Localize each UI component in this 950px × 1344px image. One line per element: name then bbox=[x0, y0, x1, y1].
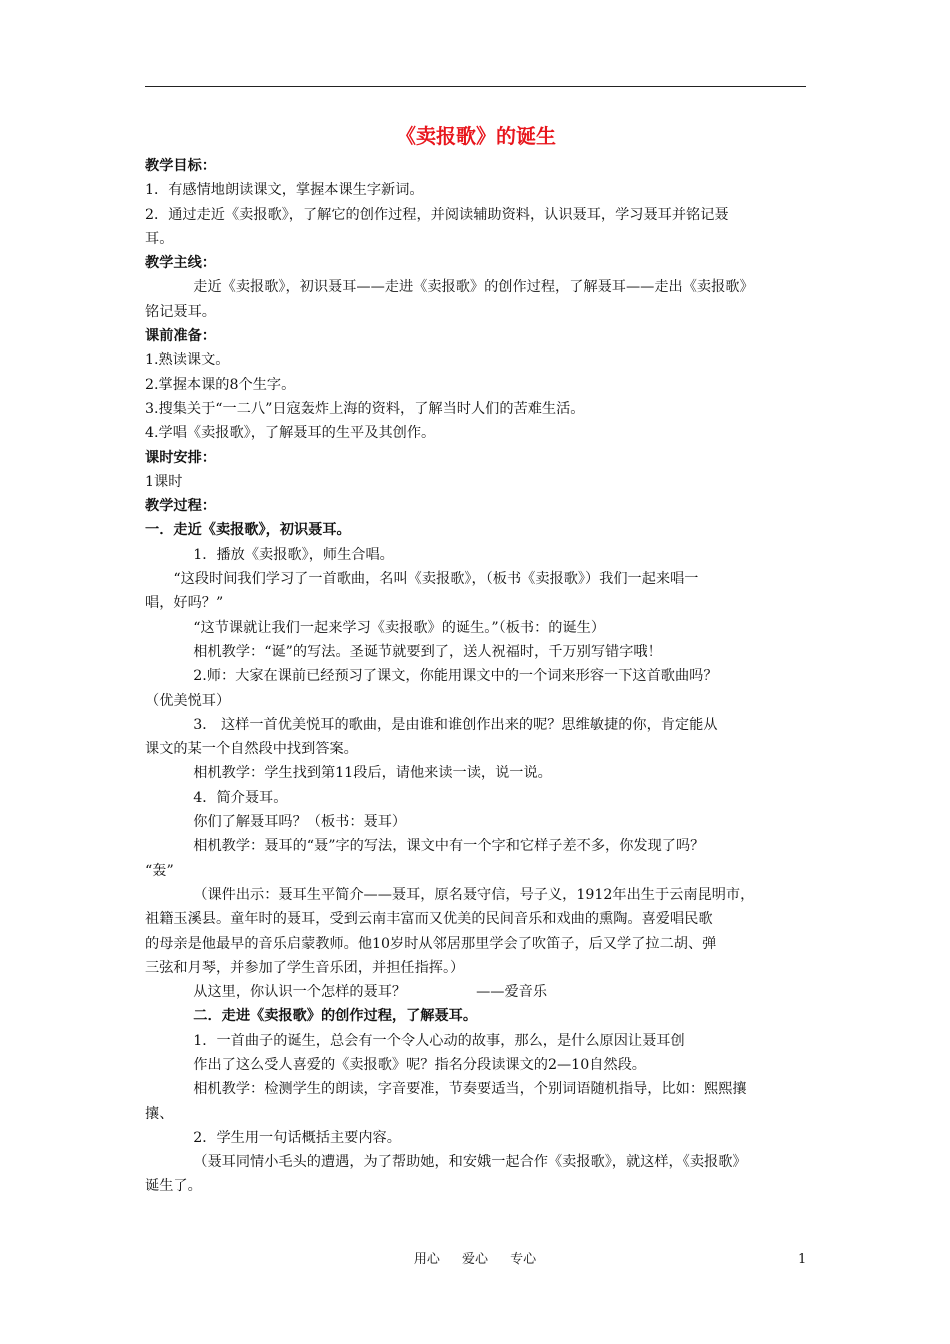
section-2-line: （聂耳同情小毛头的遭遇，为了帮助她，和安娥一起合作《卖报歌》，就这样，《卖报歌》 bbox=[193, 1154, 747, 1171]
prep-line: 1.熟读课文。 bbox=[145, 352, 230, 369]
section-1-line: 的母亲是他最早的音乐启蒙教师。他10岁时从邻居那里学会了吹笛子，后又学了拉二胡、弹 bbox=[145, 935, 717, 952]
goal-line: 1．有感情地朗读课文，掌握本课生字新词。 bbox=[145, 182, 424, 199]
document-body bbox=[145, 120, 807, 1199]
page-number: 1 bbox=[798, 1252, 807, 1267]
footer-word: 用心 bbox=[413, 1252, 440, 1267]
heading-schedule: 课时安排： bbox=[145, 449, 216, 466]
heading-mainline: 教学主线： bbox=[145, 255, 216, 272]
prep-line: 4.学唱《卖报歌》，了解聂耳的生平及其创作。 bbox=[145, 425, 436, 442]
section-1-question: 从这里，你认识一个怎样的聂耳？ bbox=[193, 984, 407, 1001]
heading-process: 教学过程： bbox=[145, 498, 216, 515]
section-2-line: 作出了这么受人喜爱的《卖报歌》呢？指名分段读课文的2—10自然段。 bbox=[193, 1056, 646, 1073]
section-1-line: “轰” bbox=[145, 862, 174, 879]
section-1-line: 4．简介聂耳。 bbox=[193, 789, 288, 806]
section-1-line: 祖籍玉溪县。童年时的聂耳，受到云南丰富而又优美的民间音乐和戏曲的熏陶。喜爱唱民歌 bbox=[145, 911, 713, 928]
section-2-line: 攘、 bbox=[145, 1105, 174, 1122]
schedule-line: 1课时 bbox=[145, 473, 183, 490]
mainline-line: 铭记聂耳。 bbox=[145, 303, 216, 320]
prep-line: 3.搜集关于“一二八”日寇轰炸上海的资料，了解当时人们的苦难生活。 bbox=[145, 400, 585, 417]
section-2-line: 2．学生用一句话概括主要内容。 bbox=[193, 1129, 401, 1146]
prep-line: 2.掌握本课的8个生字。 bbox=[145, 376, 296, 393]
mainline-line: 走近《卖报歌》，初识聂耳——走进《卖报歌》的创作过程，了解聂耳——走出《卖报歌》 bbox=[193, 279, 754, 296]
footer-word: 专心 bbox=[510, 1252, 537, 1267]
section-1-line: 相机教学：“诞”的写法。圣诞节就要到了，送人祝福时，千万别写错字哦！ bbox=[193, 643, 662, 660]
section-1-line: 3． 这样一首优美悦耳的歌曲，是由谁和谁创作出来的呢？思维敏捷的你，肯定能从 bbox=[193, 716, 718, 733]
section-1-line: 相机教学：聂耳的“聂”字的写法，课文中有一个字和它样子差不多，你发现了吗？ bbox=[193, 838, 705, 855]
heading-prep: 课前准备： bbox=[145, 328, 216, 345]
header-rule bbox=[145, 86, 806, 87]
section-2-heading: 二．走进《卖报歌》的创作过程，了解聂耳。 bbox=[193, 1008, 478, 1025]
section-1-line: （优美悦耳） bbox=[145, 692, 231, 709]
section-1-line: 相机教学：学生找到第11段后，请他来读一读，说一说。 bbox=[193, 765, 552, 782]
section-1-line: 课文的某一个自然段中找到答案。 bbox=[145, 741, 358, 758]
footer-word: 爱心 bbox=[461, 1252, 488, 1267]
goal-line: 2．通过走近《卖报歌》，了解它的创作过程，并阅读辅助资料，认识聂耳，学习聂耳并铭记聂 bbox=[145, 206, 729, 223]
section-1-answer: ——爱音乐 bbox=[476, 984, 548, 1001]
section-1-line: “这段时间我们学习了一首歌曲，名叫《卖报歌》，（板书《卖报歌》）我们一起来唱一 bbox=[173, 571, 699, 588]
section-1-line: 你们了解聂耳吗？（板书：聂耳） bbox=[193, 814, 407, 831]
document-title: 《卖报歌》的诞生 bbox=[396, 124, 556, 148]
section-1-qa-line bbox=[145, 980, 807, 1004]
section-2-line: 相机教学：检测学生的朗读，字音要准，节奏要适当，个别词语随机指导，比如：熙熙攘 bbox=[193, 1081, 747, 1098]
heading-goals: 教学目标： bbox=[145, 158, 216, 174]
section-1-line: （课件出示：聂耳生平简介——聂耳，原名聂守信，号子义，1912年出生于云南昆明市， bbox=[193, 886, 755, 903]
section-2-line: 1．一首曲子的诞生，总会有一个令人心动的故事，那么，是什么原因让聂耳创 bbox=[193, 1032, 685, 1049]
section-1-line: 1．播放《卖报歌》，师生合唱。 bbox=[193, 546, 394, 563]
goal-line: 耳。 bbox=[145, 230, 174, 247]
footer-motto bbox=[0, 1248, 950, 1272]
section-1-line: “这节课就让我们一起来学习《卖报歌》的诞生。”（板书：的诞生） bbox=[193, 619, 606, 636]
page-footer bbox=[0, 1248, 950, 1272]
section-1-line: 唱，好吗？” bbox=[145, 595, 224, 612]
section-1-heading: 一．走近《卖报歌》，初识聂耳。 bbox=[145, 522, 351, 539]
section-1-line: 2.师：大家在课前已经预习了课文，你能用课文中的一个词来形容一下这首歌曲吗？ bbox=[193, 668, 718, 685]
section-2-line: 诞生了。 bbox=[145, 1178, 202, 1195]
section-1-line: 三弦和月琴，并参加了学生音乐团，并担任指挥。） bbox=[145, 959, 465, 976]
